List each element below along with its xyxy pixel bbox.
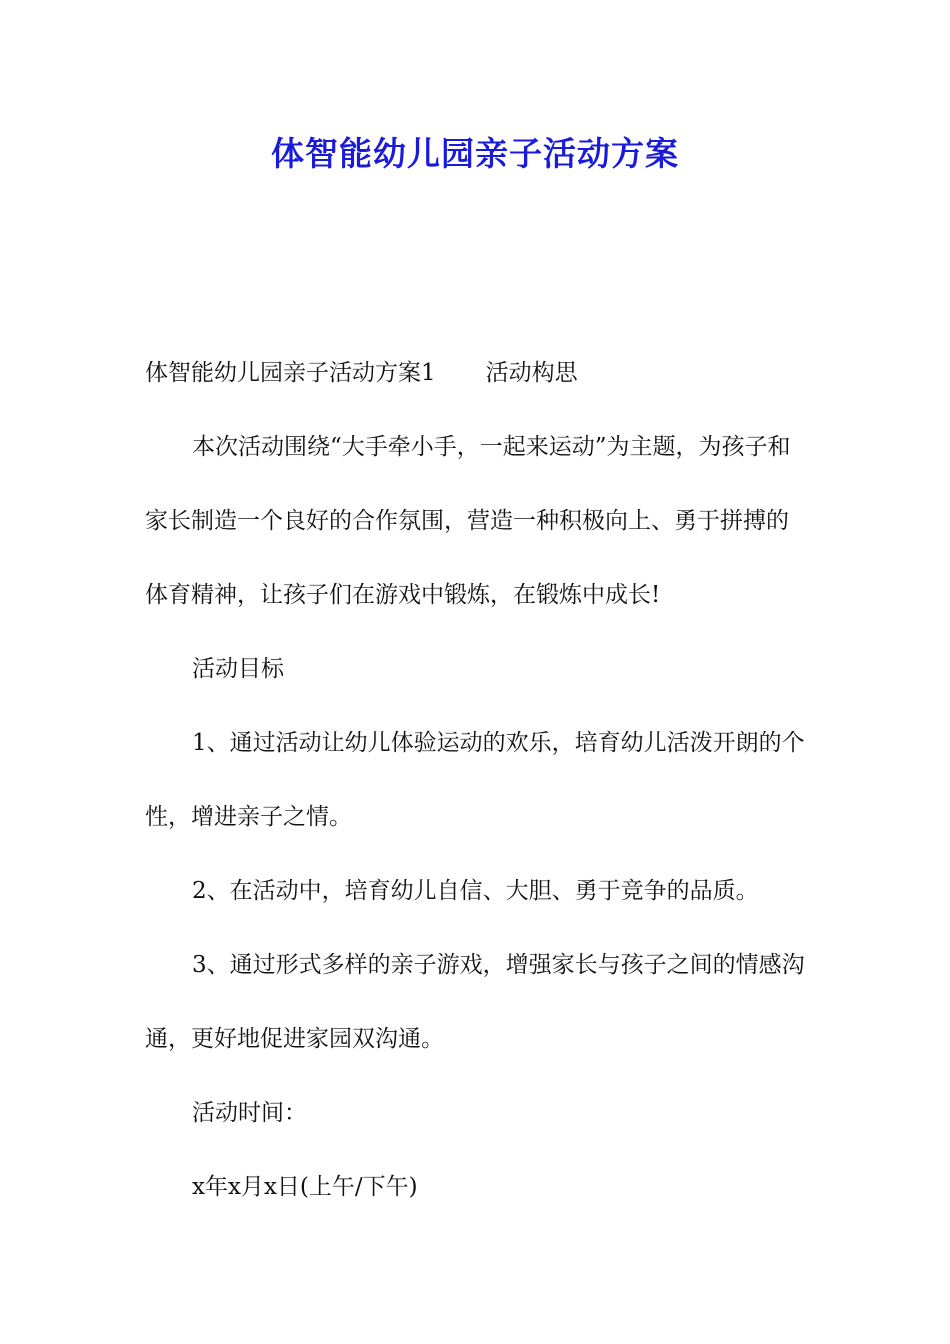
document-title: 体智能幼儿园亲子活动方案 xyxy=(271,134,679,173)
goal-item-2: 2、在活动中，培育幼儿自信、大胆、勇于竞争的品质。 xyxy=(192,878,759,904)
plan-subtitle: 体智能幼儿园亲子活动方案1 xyxy=(145,360,436,386)
document-body xyxy=(145,336,810,1224)
goals-heading: 活动目标 xyxy=(192,656,284,682)
time-heading: 活动时间： xyxy=(192,1100,307,1126)
goal-item-3: 3、通过形式多样的亲子游戏，增强家长与孩子之间的情感沟通，更好地促进家园双沟通。 xyxy=(145,952,805,1052)
time-value: x年x月x日(上午/下午) xyxy=(192,1174,418,1200)
goal-item-1: 1、通过活动让幼儿体验运动的欢乐，培育幼儿活泼开朗的个性，增进亲子之情。 xyxy=(145,730,805,830)
paragraph-concept: 本次活动围绕“大手牵小手，一起来运动”为主题，为孩子和家长制造一个良好的合作氛围，营造一种积极向上、勇于拼搏的体育精神，让孩子们在游戏中锻炼，在锻炼中成长! xyxy=(145,434,791,608)
section-concept-heading: 活动构思 xyxy=(485,360,578,386)
heading-line xyxy=(145,336,810,410)
